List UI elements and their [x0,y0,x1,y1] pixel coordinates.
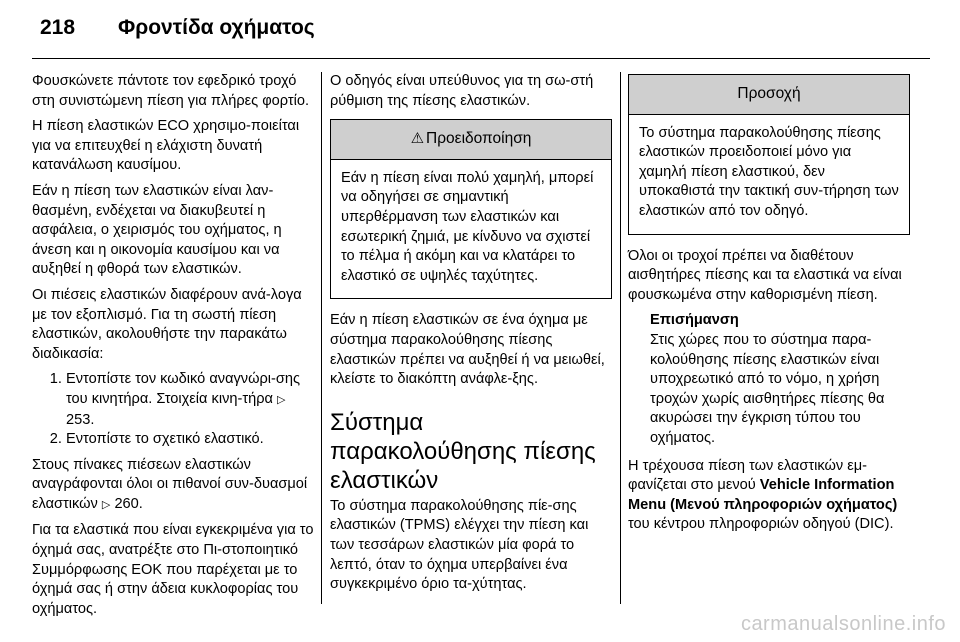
paragraph-text: Στους πίνακες πιέσεων ελαστικών αναγράφονται όλοι οι πιθανοί συν-δυασμοί ελαστικών [32,456,308,512]
paragraph: Το σύστημα παρακολούθησης πίε-σης ελαστικών (TPMS) ελέγχει την πίεση και των τεσσάρων ελαστικών μία φορά το λεπτό, όταν το όχημα υπερβαίνει ένα συγκεκριμένο όριο τα-χύτητας. [330,497,589,593]
warning-body: Εάν η πίεση είναι πολύ χαμηλή, μπορεί να οδηγήσει σε σημαντική υπερθέρμανση των ελαστικών και εσωτερική ζημιά, με κίνδυνο να σχιστεί το πέλμα ή ακόμη και να κλατάρει το ελαστικό σε υψηλές ταχύτητες. [341,169,594,284]
note-block [628,311,910,448]
page-number: 218 [40,16,76,39]
paragraph: Εάν η πίεση ελαστικών σε ένα όχημα με σύστημα παρακολούθησης πίεσης ελαστικών πρέπει να αυξηθεί ή να μειωθεί, κλείστε το διακόπτη ανάφλε-ξης. [330,312,605,388]
paragraph [628,457,910,535]
caution-body: Το σύστημα παρακολούθησης πίεσης ελαστικών προειδοποιεί μόνο για χαμηλή πίεση ελαστικού, δεν υποκαθιστά την τακτική συν-τήρηση των ελαστικών από τον οδηγό. [639,124,899,219]
caution-box [628,74,910,235]
caution-title: Προσοχή [629,75,909,115]
warning-box [330,119,612,299]
page-reference-link[interactable]: 253. [66,411,95,428]
column-1 [32,72,314,625]
page-reference-link[interactable]: 260. [114,495,143,512]
column-2 [330,72,612,601]
menu-name: Vehicle Information Menu (Μενού πληροφοριών οχήματος) [628,477,898,513]
step-text: Εντοπίστε το σχετικό ελαστικό. [66,431,264,448]
section-heading: Σύστημα παρακολούθησης πίεσης ελαστικών [330,408,596,494]
page-reference-icon: ▷ [101,498,111,511]
list-item [66,370,314,430]
paragraph-text: του κέντρου πληροφοριών οδηγού (DIC). [628,516,894,533]
paragraph [32,456,314,516]
page-reference-icon: ▷ [277,393,286,406]
paragraph: Για τα ελαστικά που είναι εγκεκριμένα για το όχημά σας, ανατρέξτε στο Πι-στοποιητικό Συμμόρφωσης ΕΟΚ που παρέχεται με το όχημά σας ή στην άδεια κυκλοφορίας του οχήματος. [32,522,314,617]
warning-triangle-icon: ⚠ [410,130,425,148]
paragraph-text: Η τρέχουσα πίεση των ελαστικών εμ-φανίζεται στο μενού [628,457,868,494]
warning-title: Προειδοποίηση [426,130,532,148]
warning-header [331,120,611,160]
column-divider [321,72,322,604]
paragraph: Ο οδηγός είναι υπεύθυνος για τη σω-στή ρύθμιση της πίεσης ελαστικών. [330,73,594,109]
paragraph: Η πίεση ελαστικών ECO χρησιμο-ποιείται για να επιτευχθεί η ελάχιστη δυνατή κατανάλωση καυσίμου. [32,118,300,174]
paragraph: Όλοι οι τροχοί πρέπει να διαθέτουν αισθητήρες πίεσης και τα ελαστικά να είναι φουσκωμένα στην καθορισμένη πίεση. [628,247,902,303]
page-header [0,0,960,58]
column-3 [628,72,910,541]
header-divider [32,58,930,59]
column-divider [620,72,621,604]
note-title: Επισήμανση [650,312,739,329]
paragraph: Φουσκώνετε πάντοτε τον εφεδρικό τροχό στη συνιστώμενη πίεση για πλήρες φορτίο. [32,73,310,109]
list-item [66,430,314,450]
paragraph: Οι πιέσεις ελαστικών διαφέρουν ανά-λογα με τον εξοπλισμό. Για τη σωστή πίεση ελαστικών, ακολουθήστε την παρακάτω διαδικασία: [32,286,302,362]
step-text: Εντοπίστε τον κωδικό αναγνώρι-σης του κινητήρα. Στοιχεία κινη-τήρα [66,371,301,407]
page-title: Φροντίδα οχήματος [118,16,315,39]
watermark: carmanualsonline.info [740,613,946,635]
note-body: Στις χώρες που το σύστημα παρα-κολούθησης πίεσης ελαστικών είναι υποχρεωτικό από το νόμο, η χρήση τροχών χωρίς αισθητήρες πίεσης θα ακυρώσει την έγκριση τύπου του οχήματος. [650,331,885,446]
procedure-list [32,370,314,449]
paragraph: Εάν η πίεση των ελαστικών είναι λαν-θασμένη, ενδέχεται να διακυβευτεί η ασφάλεια, ο χειρισμός του οχήματος, η άνεση και η οικονομία καυσίμου και να αυξηθεί η φθορά των ελαστικών. [32,182,282,278]
